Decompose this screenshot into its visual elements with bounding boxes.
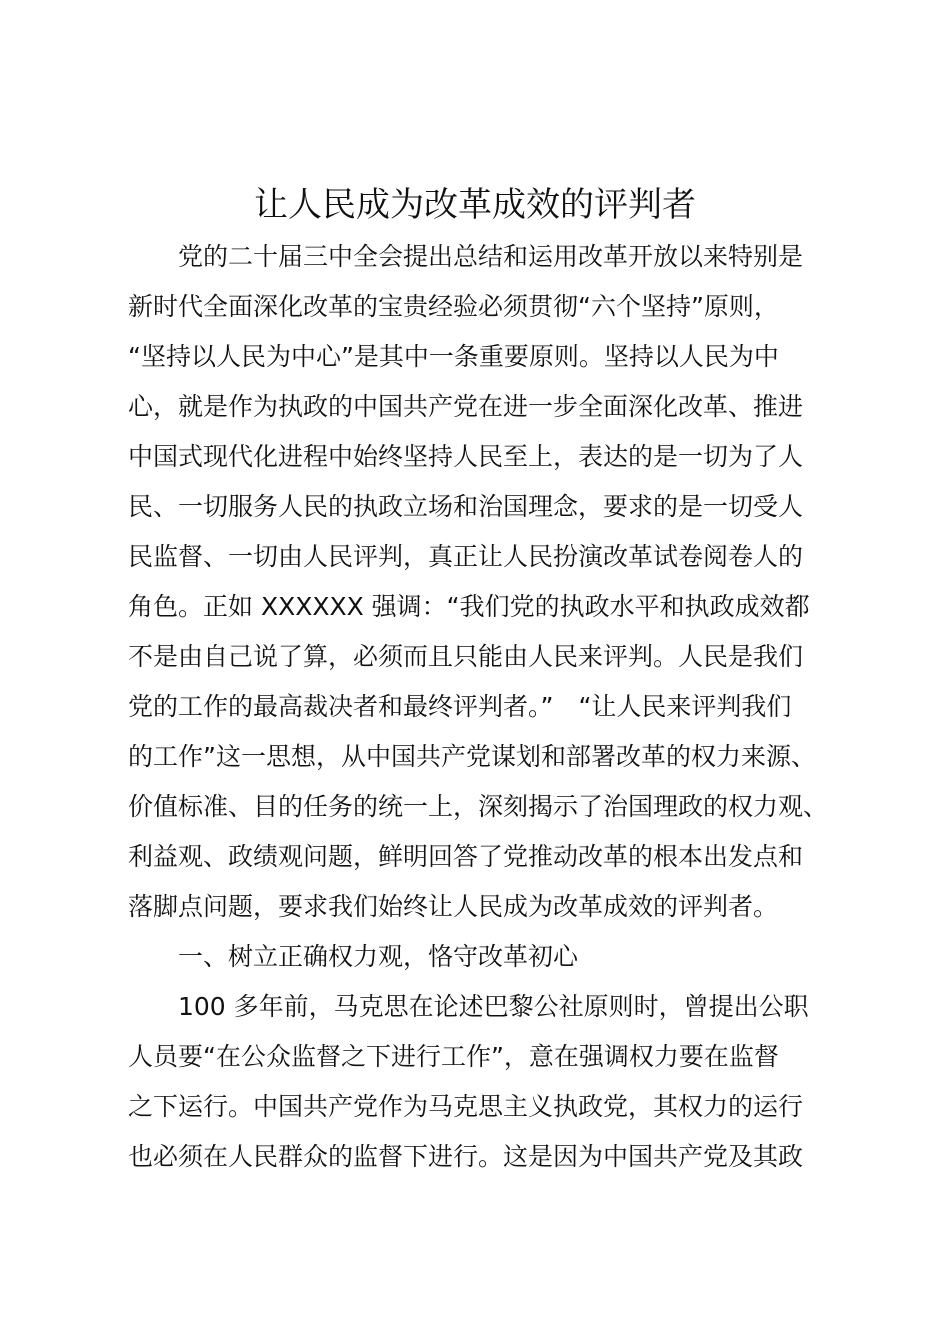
paragraph-line: 之下运行。中国共产党作为马克思主义执政党，其权力的运行 (128, 1092, 804, 1121)
paragraph-line: 角色。正如 XXXXXX 强调：“我们党的执政水平和执政成效都 (128, 592, 810, 621)
paragraph-line: 落脚点问题，要求我们始终让人民成为改革成效的评判者。 (128, 892, 779, 921)
paragraph-line: 中国式现代化进程中始终坚持人民至上，表达的是一切为了人 (128, 442, 804, 471)
paragraph-line: 的工作”这一思想，从中国共产党谋划和部署改革的权力来源、 (128, 742, 816, 771)
paragraph-line: 也必须在人民群众的监督下进行。这是因为中国共产党及其政 (128, 1142, 804, 1171)
paragraph-line: 心，就是作为执政的中国共产党在进一步全面深化改革、推进 (128, 392, 804, 421)
paragraph-line: 新时代全面深化改革的宝贵经验必须贯彻“六个坚持”原则， (128, 292, 779, 321)
document-body (128, 232, 848, 1182)
section-heading: 一、树立正确权力观，恪守改革初心 (178, 942, 579, 971)
paragraph-line: 民、一切服务人民的执政立场和治国理念，要求的是一切受人 (128, 492, 804, 521)
paragraph-line: 利益观、政绩观问题，鲜明回答了党推动改革的根本出发点和 (128, 842, 804, 871)
paragraph-line: 价值标准、目的任务的统一上，深刻揭示了治国理政的权力观、 (128, 792, 829, 821)
paragraph-line: 人员要“在公众监督之下进行工作”，意在强调权力要在监督 (128, 1042, 779, 1071)
paragraph-line: 党的二十届三中全会提出总结和运用改革开放以来特别是 (178, 242, 804, 271)
paragraph-line: “坚持以人民为中心”是其中一条重要原则。坚持以人民为中 (128, 342, 779, 371)
paragraph-line: 民监督、一切由人民评判，真正让人民扮演改革试卷阅卷人的 (128, 542, 804, 571)
paragraph-line: 不是由自己说了算，必须而且只能由人民来评判。人民是我们 (128, 642, 804, 671)
document-title: 让人民成为改革成效的评判者 (254, 185, 696, 225)
paragraph-line: 党的工作的最高裁决者和最终评判者。” “让人民来评判我们 (128, 692, 792, 721)
paragraph-line: 100 多年前，马克思在论述巴黎公社原则时，曾提出公职 (178, 992, 809, 1021)
